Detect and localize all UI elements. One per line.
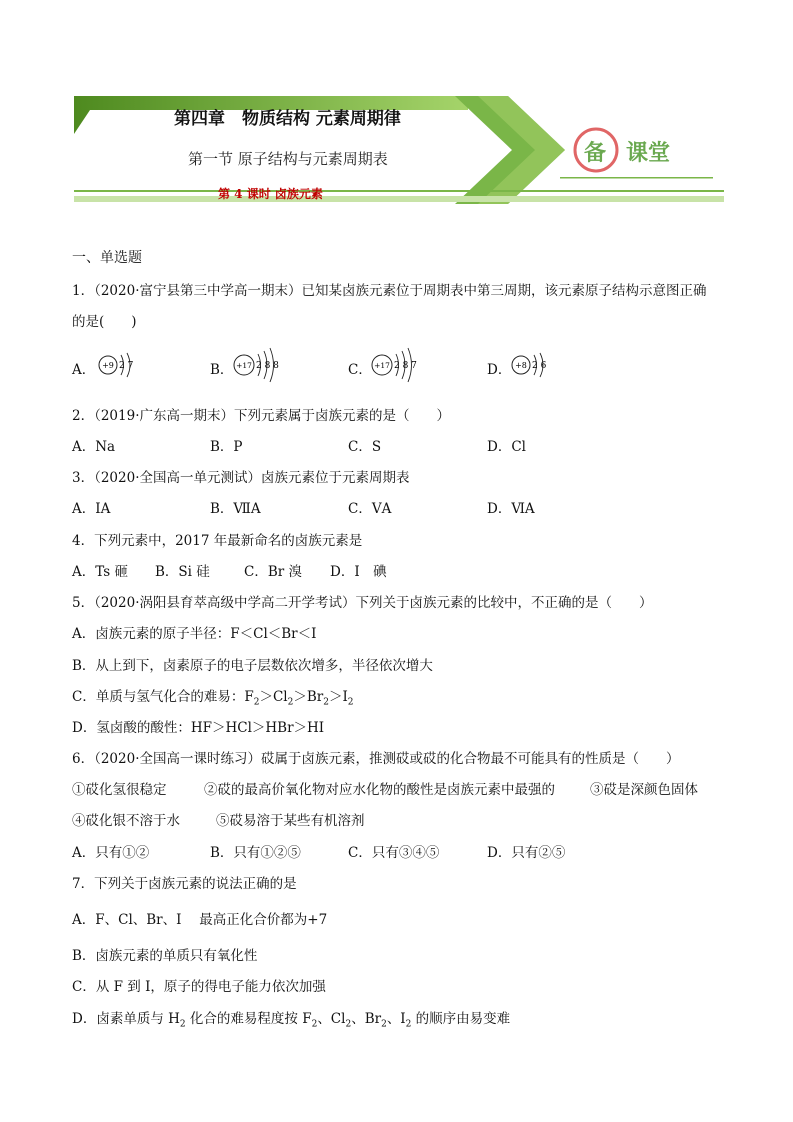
q3-option-b: B．ⅦA xyxy=(210,501,261,517)
q7-d-sub5: 2 xyxy=(405,1019,412,1030)
question-3: 3．（2020·全国高一单元测试）卤族元素位于元素周期表 xyxy=(72,470,410,486)
q5-option-c-prefix: C．单质与氢气化合的难易： xyxy=(72,689,245,705)
q1-option-a-label: A． xyxy=(72,362,96,378)
q5-c-br: ＞Br xyxy=(293,689,324,705)
q7-d-part1: D．卤素单质与 H xyxy=(72,1011,180,1027)
q4-option-a: A．Ts 砸 xyxy=(72,564,128,580)
q7-d-sub4: 2 xyxy=(381,1019,387,1030)
q1-b-shells: 2 8 8 xyxy=(256,361,279,371)
q3-option-a: A．ⅠA xyxy=(72,501,111,517)
q5-c-sub3: 2 xyxy=(323,697,329,708)
q2-option-d: D．Cl xyxy=(487,439,526,455)
q7-d-part5: 、I xyxy=(386,1011,406,1027)
q5-c-i: ＞I xyxy=(328,689,348,705)
q7-d-sub3: 2 xyxy=(345,1019,352,1030)
q5-option-c xyxy=(72,685,354,708)
q1-a-shells: 2 7 xyxy=(119,361,134,371)
q1-c-shells: 2 8 7 xyxy=(394,361,417,371)
q7-option-c: C．从 F 到 I，原子的得电子能力依次加强 xyxy=(72,979,326,995)
q1-option-a-atom-diagram xyxy=(95,348,145,382)
q7-d-part4: 、Br xyxy=(351,1011,382,1027)
q3-option-c: C．ⅤA xyxy=(348,501,392,517)
section-heading: 一、单选题 xyxy=(72,250,142,266)
q7-d-part6: 的顺序由易变难 xyxy=(411,1011,511,1027)
q7-d-sub1: 2 xyxy=(179,1019,186,1030)
question-2: 2．（2019·广东高一期末）下列元素属于卤族元素的是（ ） xyxy=(72,408,450,424)
q5-c-f: F xyxy=(244,689,254,705)
q5-option-b: B．从上到下，卤素原子的电子层数依次增多，半径依次增大 xyxy=(72,658,433,674)
question-4: 4．下列元素中，2017 年最新命名的卤族元素是 xyxy=(72,533,363,549)
q5-option-d: D．氢卤酸的酸性：HF＞HCl＞HBr＞HI xyxy=(72,720,325,736)
q1-option-c-label: C． xyxy=(348,362,372,378)
q1-option-b-atom-diagram xyxy=(230,344,290,386)
brand-char: 备 xyxy=(584,141,607,166)
q7-option-d xyxy=(72,1007,510,1030)
brand-text: 课堂 xyxy=(626,141,671,166)
q6-option-b: B．只有①②⑤ xyxy=(210,845,301,861)
q1-c-nucleus: +17 xyxy=(374,361,390,370)
chapter-title: 第四章 物质结构 元素周期律 xyxy=(174,109,401,129)
q1-option-b-label: B． xyxy=(210,362,234,378)
q1-option-d-label: D． xyxy=(487,362,512,378)
q1-option-c-atom-diagram xyxy=(368,344,428,386)
q1-option-d-atom-diagram xyxy=(508,348,558,382)
q7-option-b: B．卤族元素的单质只有氧化性 xyxy=(72,948,258,964)
q3-option-d: D．ⅥA xyxy=(487,501,535,517)
q7-d-part3: 、Cl xyxy=(317,1011,346,1027)
q4-option-d: D．I 碘 xyxy=(330,564,387,580)
q5-c-sub2: 2 xyxy=(287,697,294,708)
q7-d-part2: 化合的难易程度按 F xyxy=(185,1011,312,1027)
question-7: 7．下列关于卤族元素的说法正确的是 xyxy=(72,876,297,892)
q6-statement-5: ⑤砹易溶于某些有机溶剂 xyxy=(216,813,365,829)
section-title: 第一节 原子结构与元素周期表 xyxy=(188,150,388,168)
q7-option-a: A．F、Cl、Br、I 最高正化合价都为+7 xyxy=(72,912,328,928)
q1-b-nucleus: +17 xyxy=(236,361,252,370)
q6-statement-4: ④砹化银不溶于水 xyxy=(72,813,180,829)
q2-option-c: C．S xyxy=(348,439,382,455)
q6-option-d: D．只有②⑤ xyxy=(487,845,566,861)
q7-d-sub2: 2 xyxy=(311,1019,318,1030)
question-5: 5．（2020·涡阳县育萃高级中学高二开学考试）下列关于卤族元素的比较中，不正确的是（ ） xyxy=(72,595,653,611)
q6-statement-2: ②砹的最高价氧化物对应水化物的酸性是卤族元素中最强的 xyxy=(204,782,555,798)
q2-option-a: A．Na xyxy=(72,439,116,455)
question-1-line1: 1．（2020·富宁县第三中学高一期末）已知某卤族元素位于周期表中第三周期，该元素原子结构示意图正确 xyxy=(72,283,707,299)
q5-c-sub1: 2 xyxy=(253,697,260,708)
lesson-title: 第 4 课时 卤族元素 xyxy=(218,187,323,201)
q5-option-a: A．卤族元素的原子半径：F＜Cl＜Br＜I xyxy=(72,626,317,642)
q4-option-b: B．Si 硅 xyxy=(155,564,210,580)
q5-c-sub4: 2 xyxy=(347,697,354,708)
q1-d-shells: 2 6 xyxy=(532,361,547,371)
q6-statement-1: ①砹化氢很稳定 xyxy=(72,782,167,798)
q6-option-c: C．只有③④⑤ xyxy=(348,845,440,861)
question-1-line2: 的是( ) xyxy=(72,314,137,330)
q6-statement-3: ③砹是深颜色固体 xyxy=(590,782,698,798)
q2-option-b: B．P xyxy=(210,439,243,455)
q1-a-nucleus: +9 xyxy=(102,361,114,370)
q1-d-nucleus: +8 xyxy=(515,361,527,370)
question-6: 6．（2020·全国高一课时练习）砹属于卤族元素，推测砹或砹的化合物最不可能具有的性质是（ ） xyxy=(72,751,680,767)
q6-option-a: A．只有①② xyxy=(72,845,150,861)
q4-option-c: C．Br 溴 xyxy=(244,564,302,580)
q5-c-cl: ＞Cl xyxy=(259,689,288,705)
